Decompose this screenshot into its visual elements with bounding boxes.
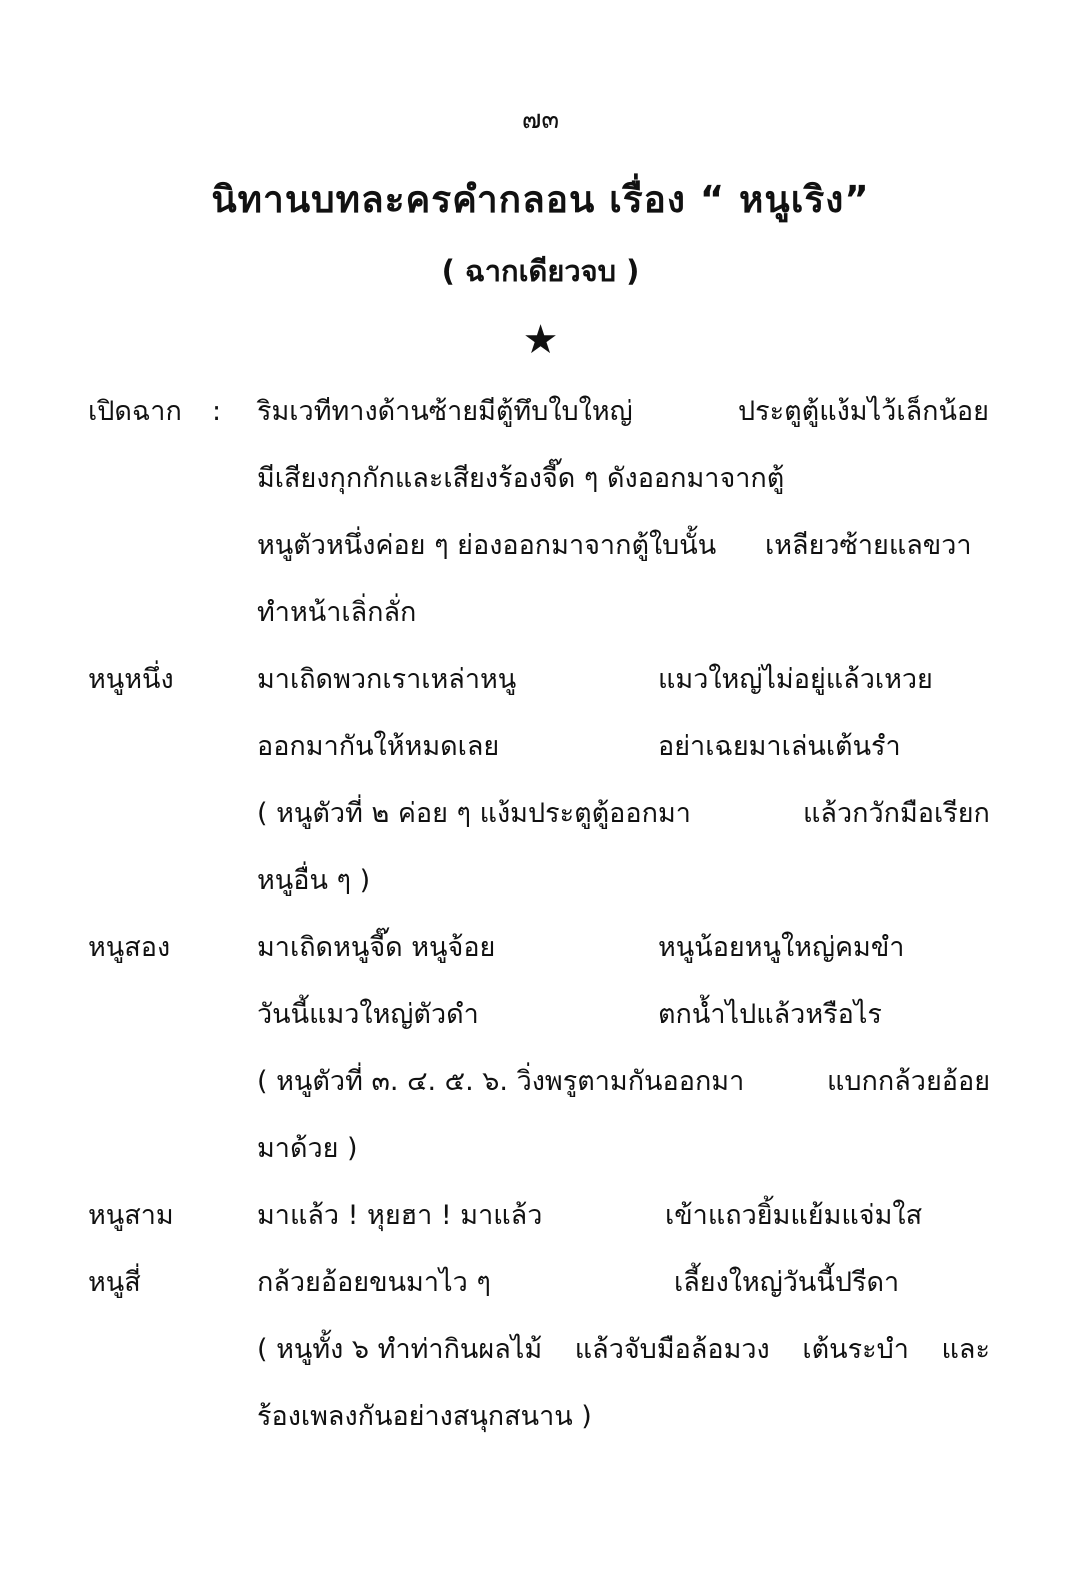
mouse-four-direction-2: ร้องเพลงกันอย่างสนุกสนาน ) — [257, 1401, 592, 1432]
opening-label: เปิดฉาก — [88, 396, 182, 427]
mouse-four-verse-1b: เลี้ยงใหญ่วันนี้ปรีดา — [674, 1267, 900, 1298]
speaker-mouse-three: หนูสาม — [88, 1200, 174, 1231]
mouse-three-verse-1a: มาแล้ว ! หุยฮา ! มาแล้ว — [257, 1200, 543, 1231]
mouse-two-verse-1a: มาเถิดหนูจี๊ด หนูจ้อย — [257, 932, 496, 963]
mouse-two-direction-1 — [0, 1054, 1081, 1110]
mouse-two-verse-1 — [0, 920, 1081, 976]
mouse-four-verse-1a: กล้วยอ้อยขนมาไว ๆ — [257, 1267, 491, 1298]
opening-colon: : — [212, 396, 222, 427]
mouse-three-verse-1 — [0, 1188, 1081, 1244]
mouse-one-direction-1b: แล้วกวักมือเรียก — [803, 798, 990, 829]
play-title: นิทานบทละครคำกลอน เรื่อง “ หนูเริง” — [211, 178, 870, 221]
mouse-four-direction-1c: เต้นระบำ — [802, 1334, 909, 1365]
page-number: ๗๓ — [521, 105, 560, 135]
speaker-mouse-four: หนูสี่ — [88, 1267, 141, 1298]
mouse-four-direction-1d: และ — [941, 1334, 990, 1365]
mouse-one-verse-1 — [0, 652, 1081, 708]
opening-line-3 — [0, 518, 1081, 574]
mouse-one-verse-2a: ออกมากันให้หมดเลย — [257, 731, 500, 762]
mouse-two-verse-2a: วันนี้แมวใหญ่ตัวดำ — [257, 999, 479, 1030]
mouse-two-direction-2: มาด้วย ) — [257, 1133, 358, 1164]
opening-line-2 — [0, 451, 1081, 507]
opening-text-4: ทำหน้าเลิ่กลั่ก — [257, 597, 417, 628]
mouse-two-verse-2b: ตกน้ำไปแล้วหรือไร — [658, 999, 882, 1030]
mouse-two-verse-1b: หนูน้อยหนูใหญ่คมขำ — [658, 932, 905, 963]
mouse-one-verse-2 — [0, 719, 1081, 775]
mouse-one-verse-1b: แมวใหญ่ไม่อยู่แล้วเหวย — [658, 664, 933, 695]
mouse-one-direction-2 — [0, 853, 1081, 909]
opening-text-1b: ประตูตู้แง้มไว้เล็กน้อย — [738, 396, 989, 427]
mouse-two-direction-1b: แบกกล้วยอ้อย — [827, 1066, 991, 1097]
opening-line-4 — [0, 585, 1081, 641]
mouse-four-direction-1 — [257, 1322, 990, 1378]
mouse-four-direction-2 — [0, 1389, 1081, 1445]
play-subtitle: ( ฉากเดียวจบ ) — [441, 254, 640, 288]
opening-text-3b: เหลียวซ้ายแลขวา — [765, 530, 972, 561]
mouse-one-direction-2: หนูอื่น ๆ ) — [257, 865, 371, 896]
opening-text-3a: หนูตัวหนึ่งค่อย ๆ ย่องออกมาจากตู้ใบนั้น — [257, 530, 717, 561]
mouse-four-direction-1b: แล้วจับมือล้อมวง — [574, 1334, 770, 1365]
mouse-one-verse-1a: มาเถิดพวกเราเหล่าหนู — [257, 664, 517, 695]
speaker-mouse-two: หนูสอง — [88, 932, 171, 963]
mouse-one-direction-1a: ( หนูตัวที่ ๒ ค่อย ๆ แง้มประตูตู้ออกมา — [257, 798, 691, 829]
opening-line-1 — [0, 384, 1081, 440]
mouse-four-direction-1 — [0, 1322, 1081, 1378]
speaker-mouse-one: หนูหนึ่ง — [88, 664, 174, 695]
mouse-two-direction-1a: ( หนูตัวที่ ๓. ๔. ๕. ๖. วิ่งพรูตามกันออกมา — [257, 1066, 745, 1097]
opening-text-1a: ริมเวทีทางด้านซ้ายมีตู้ทึบใบใหญ่ — [257, 396, 633, 427]
star-icon: ★ — [522, 317, 559, 363]
mouse-one-direction-1 — [0, 786, 1081, 842]
mouse-two-direction-2 — [0, 1121, 1081, 1177]
mouse-four-verse-1 — [0, 1255, 1081, 1311]
opening-text-2: มีเสียงกุกกักและเสียงร้องจี๊ด ๆ ดังออกมาจากตู้ — [257, 463, 785, 494]
mouse-two-verse-2 — [0, 987, 1081, 1043]
mouse-four-direction-1a: ( หนูทั้ง ๖ ทำท่ากินผลไม้ — [257, 1334, 543, 1365]
mouse-one-verse-2b: อย่าเฉยมาเล่นเต้นรำ — [658, 731, 901, 762]
mouse-three-verse-1b: เข้าแถวยิ้มแย้มแจ่มใส — [665, 1200, 923, 1231]
